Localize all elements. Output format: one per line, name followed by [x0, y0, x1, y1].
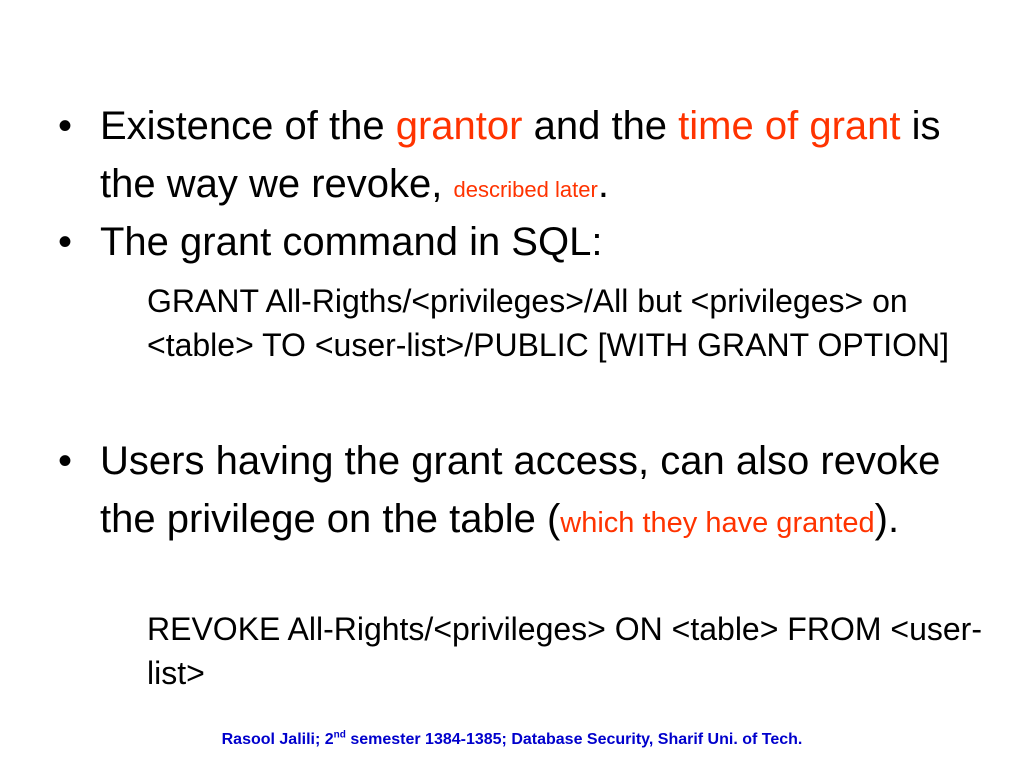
bullet2-text: The grant command in SQL: [100, 220, 603, 264]
footer-prefix: Rasool Jalili; 2 [221, 731, 334, 748]
bullet3-text-1: Users having the grant access, can also revoke the privilege on the table ( [100, 439, 941, 541]
footer-suffix: semester 1384-1385; Database Security, Sharif Uni. of Tech. [345, 731, 803, 748]
bullet1-grantor: grantor [395, 104, 523, 148]
bullet3-text-3: ). [874, 497, 900, 541]
bullet1-text-1: Existence of the [100, 104, 396, 148]
footer-sup: nd [333, 729, 346, 741]
bullet-revoke-access [58, 432, 980, 552]
bullet-grantor-time [58, 97, 980, 219]
bullet-marker: • [58, 439, 73, 483]
bullet1-text-5: is the way we revoke, [100, 104, 941, 206]
revoke-syntax: REVOKE All-Rights/<privileges> ON <table> FROM <user-list> [147, 611, 982, 691]
bullet-grant-command [58, 213, 980, 271]
bullet1-text-3: and the [522, 104, 679, 148]
grant-syntax: GRANT All-Rigths/<privileges>/All but <privileges> on <table> TO <user-list>/PUBLIC [WITH GRANT OPTION] [147, 283, 949, 363]
bullet1-time-of-grant: time of grant [678, 104, 901, 148]
slide-footer [0, 731, 1024, 749]
bullet1-described-later: described later [453, 177, 598, 202]
bullet3-which-they-have-granted: which they have granted [560, 507, 875, 539]
bullet-marker: • [58, 104, 73, 148]
bullet1-text-7: . [597, 162, 609, 206]
bullet-marker: • [58, 220, 73, 264]
